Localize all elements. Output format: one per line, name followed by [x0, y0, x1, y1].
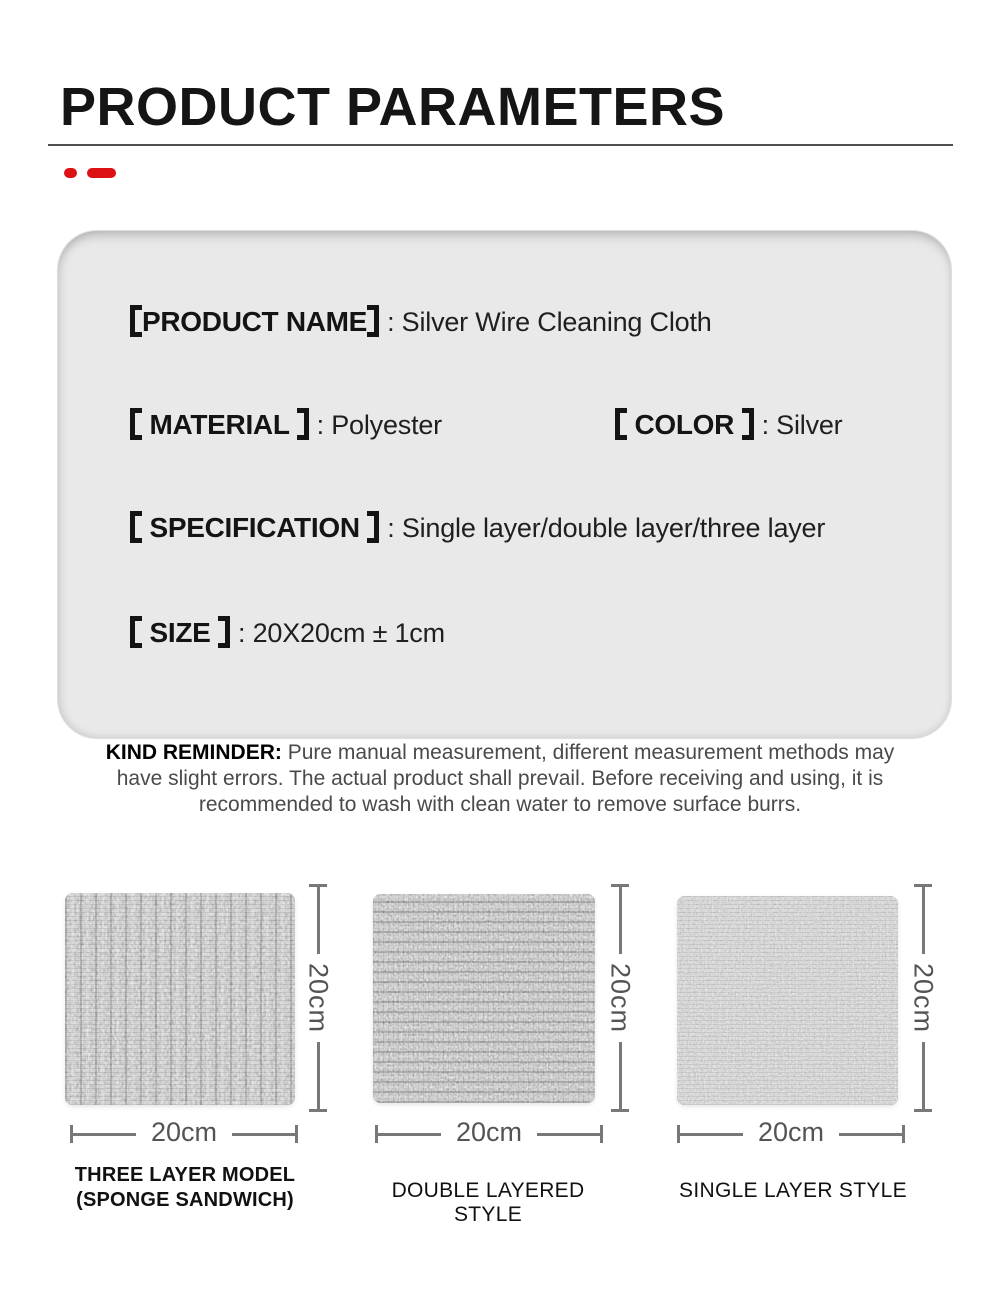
material-label: MATERIAL — [130, 409, 309, 440]
caption-line-2: (SPONGE SANDWICH) — [76, 1189, 294, 1211]
page-title: PRODUCT PARAMETERS — [60, 77, 726, 137]
spec-row-size — [130, 616, 445, 649]
dimension-line — [922, 887, 925, 954]
width-dimension-double-layer — [375, 1116, 603, 1147]
dimension-line — [317, 1042, 320, 1109]
width-dimension-label: 20cm — [757, 1116, 825, 1147]
spec-row-specification — [130, 511, 825, 544]
product-name-value: : Silver Wire Cleaning Cloth — [387, 307, 712, 337]
dimension-line — [680, 1133, 743, 1136]
spec-row-material — [130, 408, 442, 441]
size-value: : 20X20cm ± 1cm — [238, 618, 445, 648]
dimension-cap — [600, 1125, 603, 1143]
cloth-weave-overlay — [65, 893, 295, 1105]
dimension-cap — [295, 1125, 298, 1143]
dimension-line — [619, 887, 622, 954]
material-value: : Polyester — [316, 410, 442, 440]
width-dimension-three-layer — [70, 1116, 298, 1147]
color-label: COLOR — [615, 409, 754, 440]
dimension-line — [73, 1133, 136, 1136]
width-dimension-label: 20cm — [455, 1116, 523, 1147]
height-dimension-double-layer — [605, 884, 636, 1112]
kind-reminder-text: Pure manual measurement, different measurement methods may have slight errors. The actual product shall prevail. Before receiving and using, it is recommended to wash with clean water to remove surface burrs. — [116, 741, 895, 816]
kind-reminder-label: KIND REMINDER: — [105, 741, 282, 764]
figure-caption-single-layer — [668, 1179, 918, 1203]
dimension-line — [232, 1133, 295, 1136]
dimension-line — [922, 1042, 925, 1109]
cloth-photo-double-layer — [373, 894, 595, 1103]
caption-line-1: DOUBLE LAYERED STYLE — [391, 1179, 585, 1226]
color-value: : Silver — [761, 410, 843, 440]
dimension-cap — [914, 1109, 932, 1112]
figure-caption-three-layer — [60, 1163, 310, 1213]
product-name-label: PRODUCT NAME — [130, 306, 379, 337]
spec-row-color — [615, 408, 842, 441]
spec-row-product-name — [130, 305, 712, 338]
height-dimension-label: 20cm — [303, 962, 334, 1034]
dimension-cap — [902, 1125, 905, 1143]
specification-value: : Single layer/double layer/three layer — [387, 513, 826, 543]
dimension-line — [619, 1042, 622, 1109]
dimension-line — [378, 1133, 441, 1136]
size-label: SIZE — [130, 617, 230, 648]
kind-reminder — [92, 740, 908, 818]
title-underline — [48, 144, 953, 146]
specification-label: SPECIFICATION — [130, 512, 379, 543]
width-dimension-single-layer — [677, 1116, 905, 1147]
red-dot-accent — [64, 168, 77, 178]
cloth-weave-overlay — [677, 896, 898, 1105]
figure-caption-double-layer — [363, 1179, 613, 1227]
cloth-weave-overlay — [373, 894, 595, 1103]
dimension-cap — [611, 1109, 629, 1112]
height-dimension-label: 20cm — [605, 962, 636, 1034]
cloth-photo-three-layer — [65, 893, 295, 1105]
dimension-line — [317, 887, 320, 954]
height-dimension-label: 20cm — [908, 962, 939, 1034]
dimension-line — [537, 1133, 600, 1136]
cloth-photo-single-layer — [677, 896, 898, 1105]
dimension-line — [839, 1133, 902, 1136]
width-dimension-label: 20cm — [150, 1116, 218, 1147]
dimension-cap — [309, 1109, 327, 1112]
caption-line-1: THREE LAYER MODEL — [74, 1164, 296, 1186]
height-dimension-single-layer — [908, 884, 939, 1112]
red-dash-accent — [87, 168, 116, 178]
height-dimension-three-layer — [303, 884, 334, 1112]
caption-line-1: SINGLE LAYER STYLE — [679, 1179, 907, 1202]
